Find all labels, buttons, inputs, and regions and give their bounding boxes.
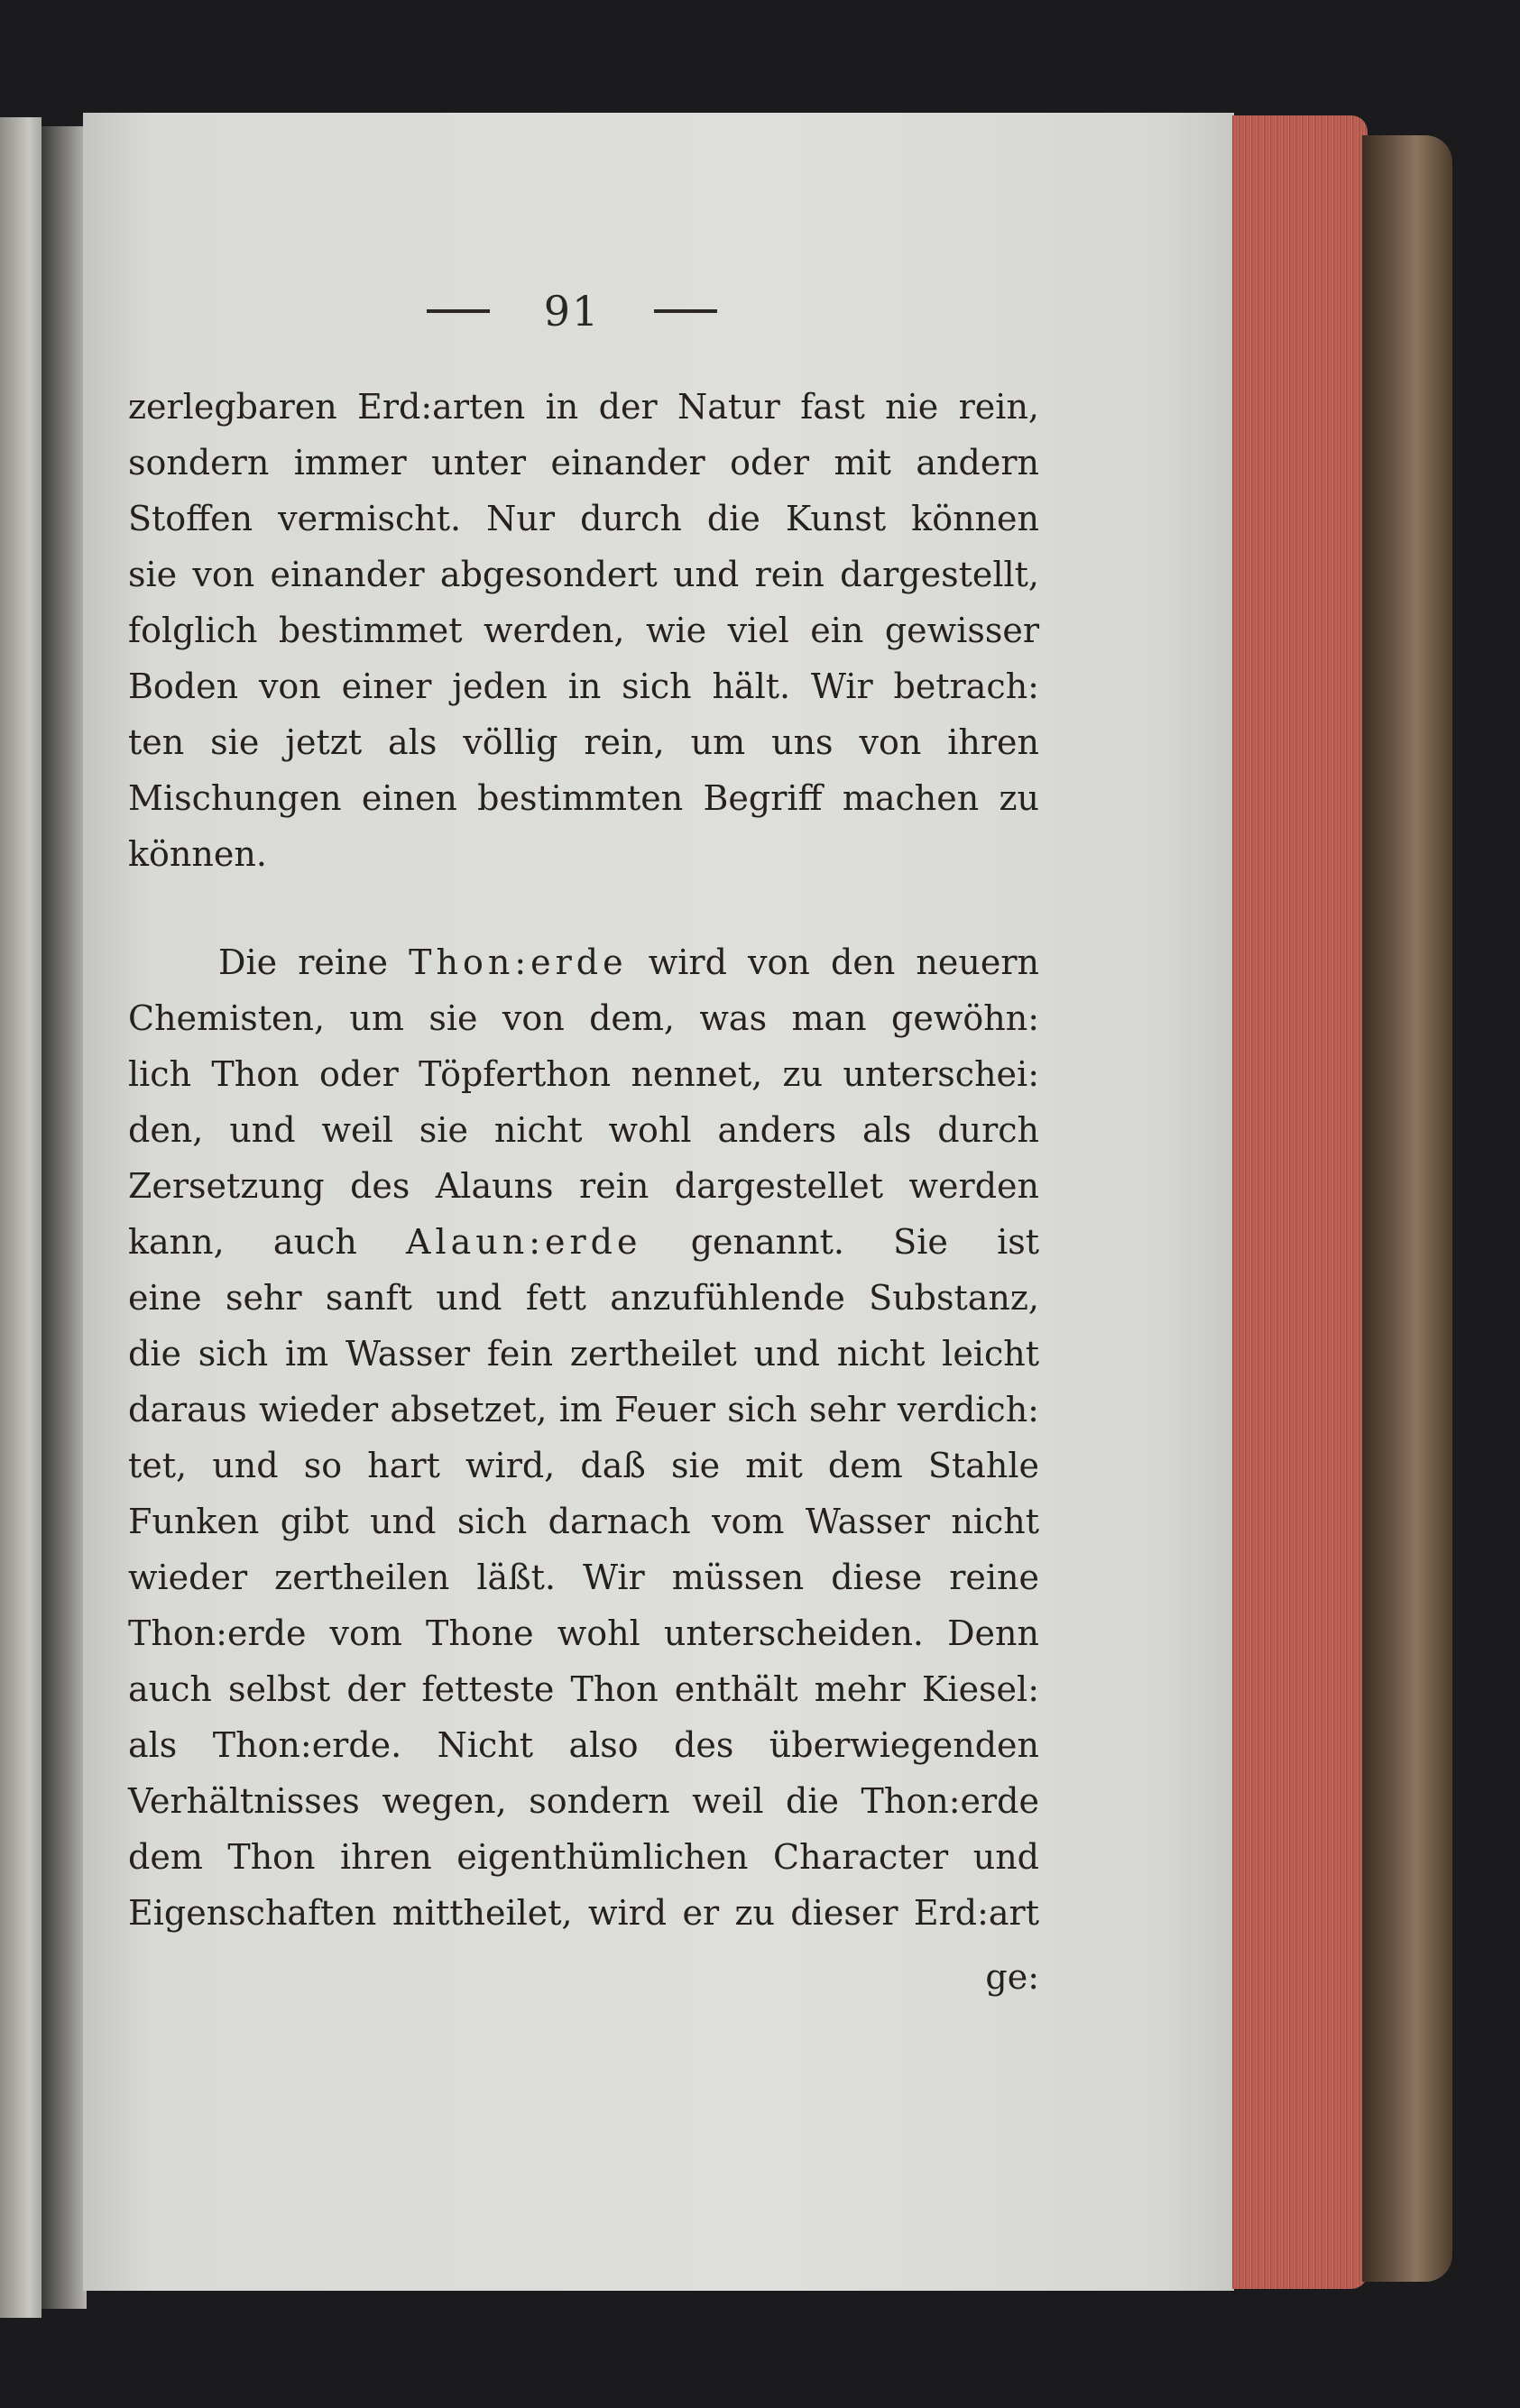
book-cover-spine: [1362, 135, 1452, 2282]
text-line: Boden von einer jeden in sich hält. Wir betrach:: [128, 666, 1039, 706]
paragraph-2: [128, 934, 1039, 1941]
page-number: 91: [543, 287, 601, 335]
text-line: auch selbst der fetteste Thon enthält mehr Kiesel:: [128, 1669, 1039, 1709]
text-line: wieder zertheilen läßt. Wir müssen diese reine: [128, 1558, 1039, 1597]
text-line: Zersetzung des Alauns rein dargestellet werden: [128, 1166, 1039, 1206]
previous-page-edge: [0, 117, 41, 2318]
text-run: kann, auch: [128, 1222, 407, 1262]
text-line: lich Thon oder Töpferthon nennet, zu unterschei:: [128, 1054, 1039, 1094]
text-line: ten sie jetzt als völlig rein, um uns von ihren: [128, 722, 1039, 762]
paragraph-gap: [128, 882, 1039, 934]
spaced-term: Alaun:erde: [406, 1222, 642, 1262]
text-run: wird von den neuern: [627, 942, 1039, 982]
book-gutter: [41, 126, 87, 2309]
text-line: daraus wieder absetzet, im Feuer sich sehr verdich:: [128, 1390, 1039, 1429]
page-header: [83, 280, 1061, 343]
text-line: Stoffen vermischt. Nur durch die Kunst können: [128, 499, 1039, 538]
text-line: Funken gibt und sich darnach vom Wasser nicht: [128, 1502, 1039, 1541]
text-line: die sich im Wasser fein zertheilet und nicht leicht: [128, 1334, 1039, 1374]
text-line: [128, 1214, 1039, 1270]
text-line: Verhältnisses wegen, sondern weil die Thon:erde: [128, 1781, 1039, 1821]
header-rule-left: [427, 309, 490, 313]
page-body: [128, 379, 1039, 1941]
spaced-term: Thon:erde: [409, 942, 628, 982]
text-line: dem Thon ihren eigenthümlichen Character und: [128, 1837, 1039, 1877]
header-rule-right: [654, 309, 717, 313]
text-run: Die reine: [218, 942, 410, 982]
catchword: ge:: [985, 1957, 1039, 1997]
text-line: den, und weil sie nicht wohl anders als durch: [128, 1110, 1039, 1150]
text-line: Chemisten, um sie von dem, was man gewöhn:: [128, 998, 1039, 1038]
page-block-red-edge: [1232, 115, 1368, 2289]
text-run: genannt. Sie ist: [641, 1222, 1039, 1262]
text-line: sondern immer unter einander oder mit andern: [128, 443, 1039, 483]
text-line: sie von einander abgesondert und rein dargestellt,: [128, 555, 1039, 594]
text-line: Mischungen einen bestimmten Begriff machen zu: [128, 778, 1039, 818]
text-line: [128, 934, 1039, 990]
text-line: folglich bestimmet werden, wie viel ein gewisser: [128, 611, 1039, 650]
text-line: tet, und so hart wird, daß sie mit dem Stahle: [128, 1446, 1039, 1485]
text-line: zerlegbaren Erd:arten in der Natur fast nie rein,: [128, 387, 1039, 427]
text-line: Thon:erde vom Thone wohl unterscheiden. Denn: [128, 1613, 1039, 1653]
text-line: Eigenschaften mittheilet, wird er zu dieser Erd:art: [128, 1893, 1039, 1933]
text-line: als Thon:erde. Nicht also des überwiegenden: [128, 1725, 1039, 1765]
text-line: eine sehr sanft und fett anzufühlende Substanz,: [128, 1278, 1039, 1318]
paragraph-1: [128, 379, 1039, 882]
text-line: können.: [128, 834, 267, 874]
